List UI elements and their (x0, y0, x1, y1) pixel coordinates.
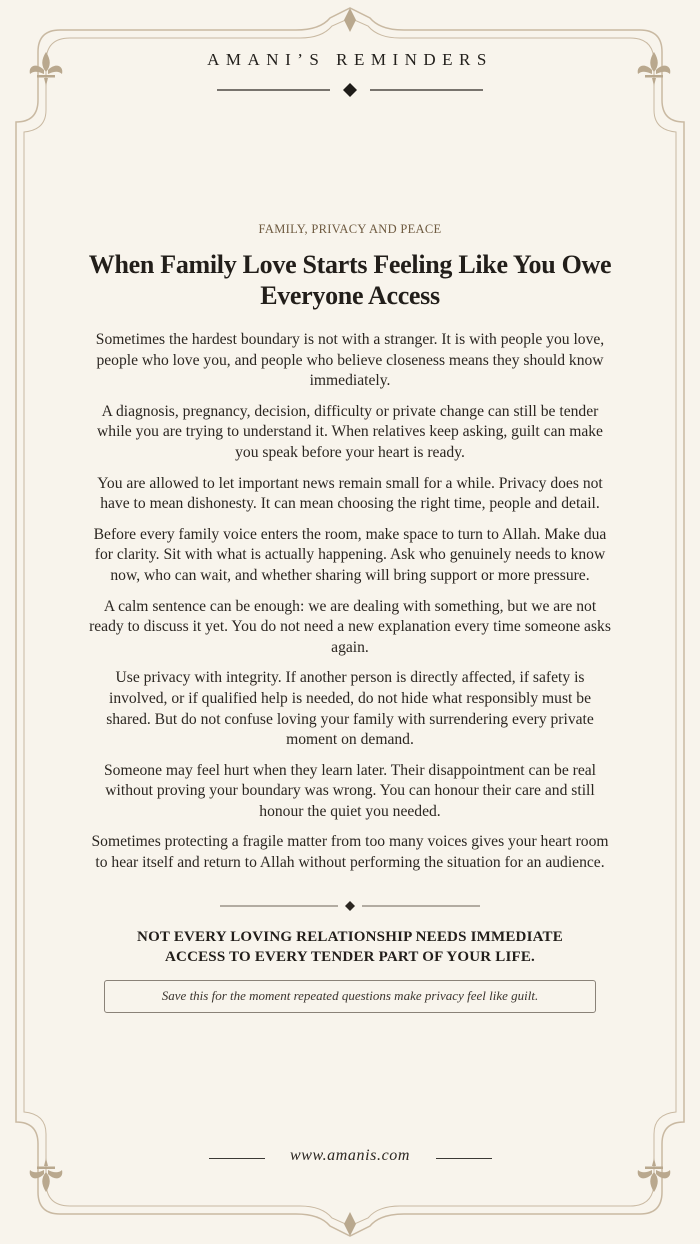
article-paragraph: You are allowed to let important news remain small for a while. Privacy does not have to mean dishonesty. It can mean choosing the right time, people and detail. (97, 474, 603, 513)
footer (0, 1147, 700, 1169)
article-kicker: FAMILY, PRIVACY AND PEACE (258, 222, 442, 236)
save-note: Save this for the moment repeated questions make privacy feel like guilt. (104, 980, 596, 1013)
diamond-icon (343, 83, 357, 97)
diamond-icon (344, 8, 356, 32)
section-divider (220, 898, 480, 914)
article-paragraph: Use privacy with integrity. If another person is directly affected, if safety is involved, or if qualified help is needed, do not hide what responsibly must be shared. But do not confuse loving your family with surrendering every private moment on demand. (106, 669, 594, 749)
article-paragraph: Sometimes the hardest boundary is not with a stranger. It is with people you love, people who love you, and people who believe closeness means they should know immediately. (95, 331, 605, 390)
article-paragraph: A calm sentence can be enough: we are dealing with something, but we are not ready to discuss it yet. You do not need a new explanation every time someone asks again. (89, 597, 611, 656)
article-paragraph: Before every family voice enters the room, make space to turn to Allah. Make dua for clarity. Sit with what is actually happening. Ask who genuinely needs to know now, who can wait, and whether sharing will bring support or more pressure. (93, 525, 607, 584)
diamond-icon (344, 1212, 356, 1236)
article-title: When Family Love Starts Feeling Like You Owe Everyone Access (88, 250, 612, 310)
diamond-icon (345, 901, 355, 911)
closing-statement: NOT EVERY LOVING RELATIONSHIP NEEDS IMMEDIATE ACCESS TO EVERY TENDER PART OF YOUR LIFE. (137, 928, 563, 965)
article-paragraph: Sometimes protecting a fragile matter from too many voices gives your heart room to hear itself and return to Allah without performing the situation for an audience. (91, 833, 609, 872)
footer-rule-right (436, 1158, 492, 1159)
brand-divider (0, 80, 700, 100)
article-paragraph: Someone may feel hurt when they learn later. Their disappointment can be real without proving your boundary was wrong. You can honour their care and still honour the quiet you needed. (103, 761, 597, 820)
article-paragraph: A diagnosis, pregnancy, decision, difficulty or private change can still be tender while you are trying to understand it. When relatives keep asking, guilt can make you speak before your heart is ready. (97, 402, 603, 461)
footer-rule-left (209, 1158, 265, 1159)
website-link[interactable]: www.amanis.com (289, 1147, 411, 1164)
article (88, 222, 612, 1013)
brand-title: AMANI’S REMINDERS (207, 50, 493, 69)
